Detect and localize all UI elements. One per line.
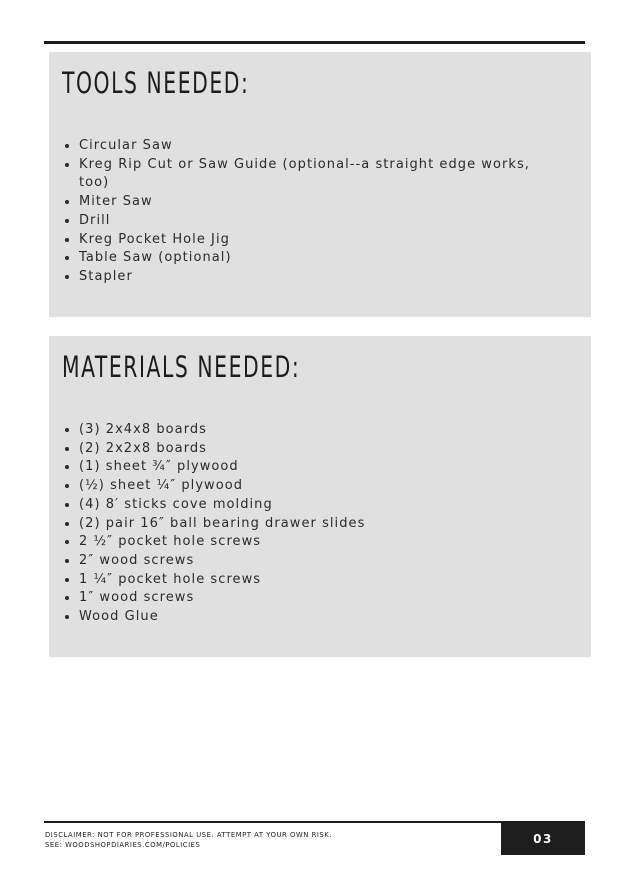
list-item: Kreg Pocket Hole Jig — [79, 231, 549, 250]
tools-needed-panel — [49, 52, 591, 317]
policies-link-text: SEE: WOODSHOPDIARIES.COM/POLICIES — [45, 840, 201, 849]
materials-needed-heading: MATERIALS NEEDED: — [62, 350, 301, 384]
list-item: 2″ wood screws — [79, 552, 549, 571]
tools-list — [79, 137, 549, 287]
materials-list — [79, 421, 549, 627]
disclaimer-text: DISCLAIMER: NOT FOR PROFESSIONAL USE. ATTEMPT AT YOUR OWN RISK. — [45, 830, 332, 839]
list-item: 2 ½″ pocket hole screws — [79, 533, 549, 552]
disclaimer — [45, 830, 332, 850]
top-divider — [44, 41, 585, 44]
list-item: (3) 2x4x8 boards — [79, 421, 549, 440]
list-item: Wood Glue — [79, 608, 549, 627]
list-item: 1 ¼″ pocket hole screws — [79, 571, 549, 590]
list-item: (½) sheet ¼″ plywood — [79, 477, 549, 496]
list-item: Table Saw (optional) — [79, 249, 549, 268]
list-item: Miter Saw — [79, 193, 549, 212]
list-item: 1″ wood screws — [79, 589, 549, 608]
list-item: Drill — [79, 212, 549, 231]
tools-needed-heading: TOOLS NEEDED: — [62, 66, 250, 100]
page-number-badge — [501, 823, 585, 855]
list-item: (1) sheet ¾″ plywood — [79, 458, 549, 477]
list-item: Stapler — [79, 268, 549, 287]
list-item: Kreg Rip Cut or Saw Guide (optional--a straight edge works, too) — [79, 156, 549, 193]
list-item: (4) 8′ sticks cove molding — [79, 496, 549, 515]
materials-needed-panel — [49, 336, 591, 657]
list-item: (2) pair 16″ ball bearing drawer slides — [79, 515, 549, 534]
page-number: 03 — [533, 832, 553, 846]
list-item: Circular Saw — [79, 137, 549, 156]
list-item: (2) 2x2x8 boards — [79, 440, 549, 459]
